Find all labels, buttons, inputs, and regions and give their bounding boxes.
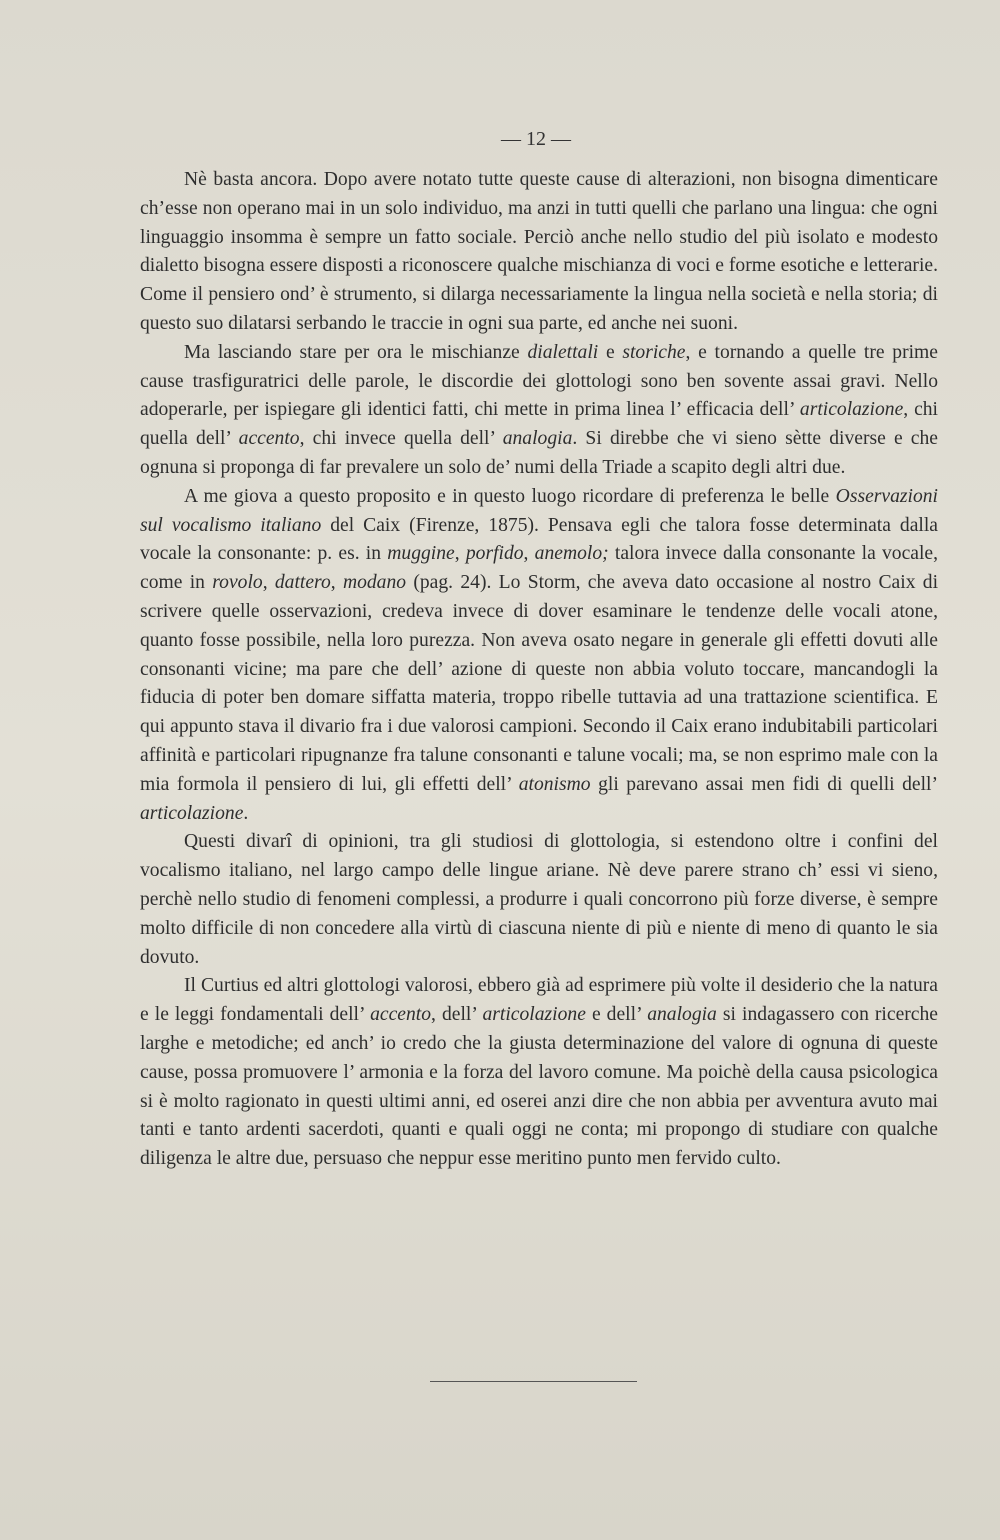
italic-term: articolazione [482, 1004, 586, 1026]
text-run: si indagassero con ricerche larghe e metodiche; ed anch’ io credo che la giusta determinazione del valore di ognuna di queste cause, possa promuovere l’ armonia e la forza del lavoro comune. Ma poichè della causa psicologica si è molto ragionato in questi ultimi anni, ed oserei anzi dire che non abbia per avventura avuto mai tanti e tanto ardenti sacerdoti, quanti e quali oggi ne conta; mi propongo di studiare con qualche diligenza le altre due, persuaso che neppur esse meritino punto men fervido culto. [140, 1004, 938, 1170]
text-run: . Si direbbe che vi sieno sètte diverse e che ognuna si proponga di far prevalere un solo de’ numi della Triade a scapito degli altri due. [140, 428, 938, 478]
italic-term: analogia [647, 1004, 717, 1026]
text-run: , chi quella dell’ [140, 399, 939, 450]
italic-term: Osservazioni sul vocalismo italiano [140, 485, 938, 536]
italic-term: modano [342, 572, 407, 594]
text-run: (pag. 24). Lo Storm, che aveva dato occasione al nostro Caix di scrivere quelle osservazioni, credeva invece di dover esaminare le tendenze delle vocali atone, quanto fosse possibile, nella loro purezza. Non aveva osato negare in generale gli effetti dovuti alle consonanti vicine; ma pare che dell’ azione di queste non abbia voluto toccare, mancandogli la fiducia di poter ben domare siffatta materia, troppo ribelle tuttavia ad una trattazione scientifica. E qui appunto stava il divario fra i due valorosi campioni. Secondo il Caix erano indubitabili particolari affinità e particolari ripugnanze fra talune consonanti e talune vocali; ma, se non esprimo male con la mia formola il pensiero di lui, gli effetti dell’ [140, 572, 939, 795]
text-run: del Caix (Firenze, 1875). Pensava egli che talora fosse determinata dalla vocale la consonante: p. es. in [140, 514, 938, 565]
text-run: , [523, 543, 535, 565]
text-run: , [262, 572, 275, 594]
paragraph-3 [140, 483, 938, 829]
text-run: e [598, 341, 623, 363]
text-run: Questi divarî di opinioni, tra gli studiosi di glottologia, si estendono oltre i confini del vocalismo italiano, nel largo campo delle lingue ariane. Nè deve parere strano ch’ essi vi sieno, perchè nello studio di fenomeni complessi, a produrre i quali concorrono più forze diverse, è sempre molto difficile di non concedere alla virtù di ciascuna niente di più e niente di meno di quanto le sia dovuto. [140, 831, 938, 968]
italic-term: atonismo [518, 773, 591, 795]
italic-term: accento [238, 428, 300, 450]
page-number: — 12 — [501, 128, 571, 150]
italic-term: anemolo; [534, 543, 609, 565]
body-text [140, 166, 938, 1174]
paragraph-5 [140, 972, 938, 1174]
italic-term: storiche [622, 341, 686, 363]
italic-term: articolazione [799, 399, 904, 421]
text-run: gli parevano assai men fidi di quelli dell’ [590, 773, 938, 795]
text-run: , chi invece quella dell’ [299, 428, 503, 450]
italic-term: accento [370, 1004, 432, 1026]
italic-term: porfido [465, 543, 524, 565]
text-run: , dell’ [431, 1004, 483, 1026]
text-run: , [330, 572, 343, 594]
text-run: . [243, 802, 249, 824]
paragraph-4 [140, 828, 938, 972]
text-run: Nè basta ancora. Dopo avere notato tutte queste cause di alterazioni, non bisogna dimenticare ch’esse non operano mai in un solo individuo, ma anzi in tutti quelli che parlano una lingua: che ogni linguaggio insomma è sempre un fatto sociale. Perciò anche nello studio del più isolato e modesto dialetto bisogna essere disposti a riconoscere qualche mischianza di voci e forme esotiche e letterarie. Come il pensiero ond’ è strumento, si dilarga necessariamente la lingua nella società e nella storia; di questo suo dilatarsi serbando le traccie in ogni sua parte, ed anche nei suoni. [140, 169, 938, 334]
italic-term: dialettali [527, 341, 599, 363]
text-run: talora invece dalla consonante la vocale, come in [140, 543, 939, 594]
paragraph-1 [140, 166, 938, 339]
text-run: A me giova a questo proposito e in questo luogo ricordare di preferenza le belle [184, 485, 836, 507]
text-run: Ma lasciando stare per ora le mischianze [184, 341, 528, 363]
end-rule [430, 1381, 637, 1382]
italic-term: articolazione [140, 802, 244, 824]
italic-term: rovolo [212, 572, 263, 594]
text-run: e dell’ [585, 1004, 648, 1026]
text-run: , e tornando a quelle tre prime cause trasfiguratrici delle parole, le discordie dei glottologi sono ben sovente assai gravi. Nello adoperarle, per ispiegare gli identici fatti, chi mette in prima linea l’ efficacia dell’ [140, 341, 938, 421]
text-run: Il Curtius ed altri glottologi valorosi, ebbero già ad esprimere più volte il desiderio che la natura e le leggi fondamentali dell’ [140, 975, 938, 1026]
paragraph-2 [140, 339, 938, 483]
text-run: , [454, 543, 466, 565]
italic-term: dattero [274, 572, 331, 594]
italic-term: muggine [387, 543, 455, 565]
italic-term: analogia [502, 428, 573, 450]
